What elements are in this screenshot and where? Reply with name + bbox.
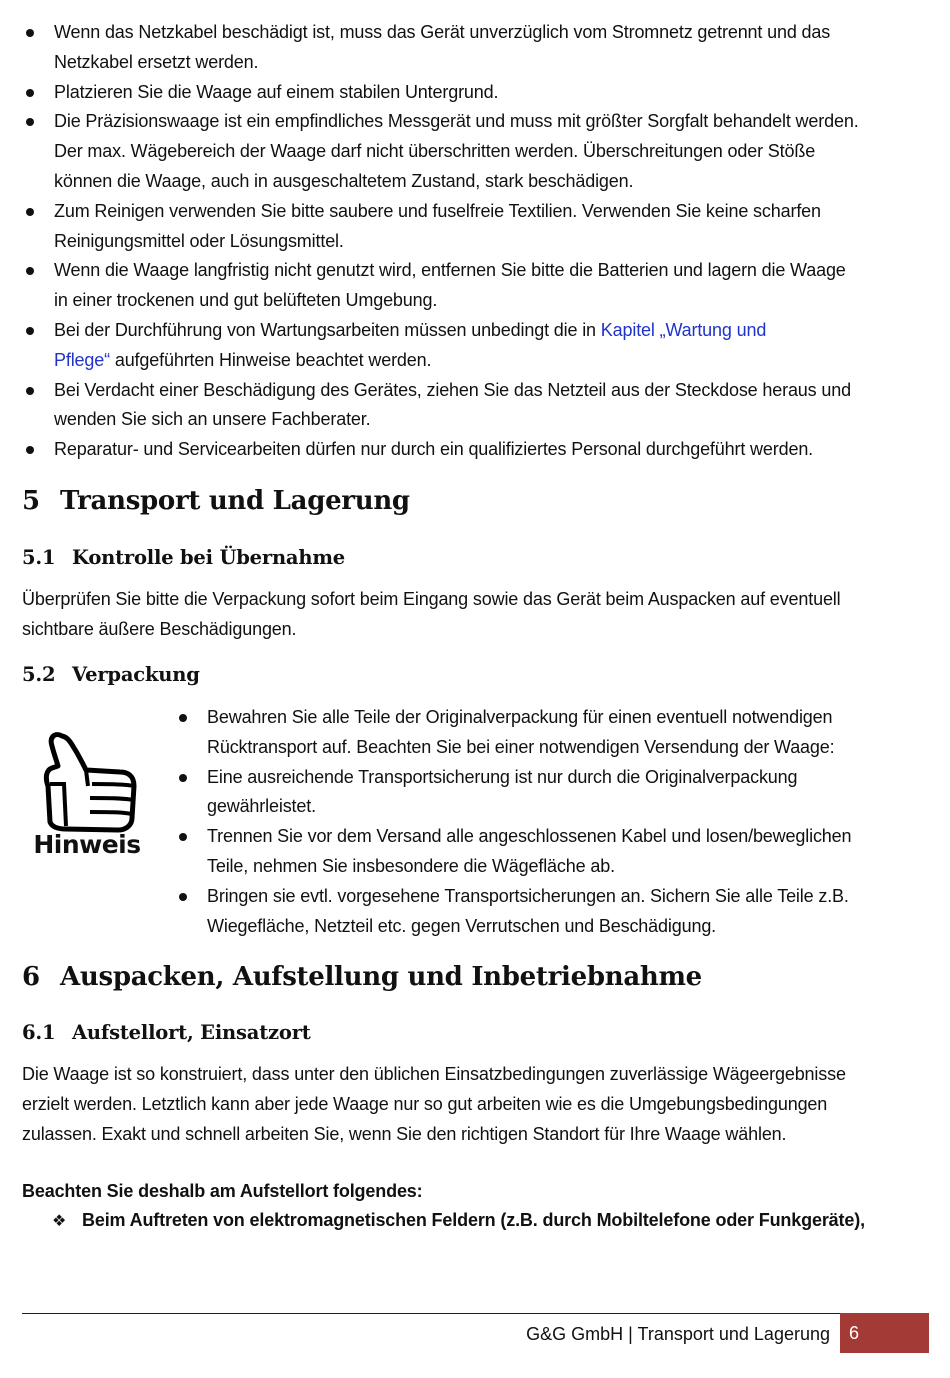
subsection-heading-5-2: 5.2 Verpackung — [22, 663, 200, 686]
list-item: Platzieren Sie die Waage auf einem stabilen Untergrund. — [22, 78, 927, 108]
bullet-icon — [26, 29, 34, 37]
bullet-icon — [179, 774, 187, 782]
chapter-link[interactable]: Kapitel „Wartung und Pflege“ — [54, 319, 767, 370]
safety-bullet-list — [22, 18, 927, 465]
footer-divider — [22, 1313, 840, 1314]
bullet-icon — [26, 267, 34, 275]
list-item: Bei Verdacht einer Beschädigung des Gerätes, ziehen Sie das Netzteil aus der Steckdose heraus und wenden Sie sich an unsere Fachberater. — [22, 376, 927, 436]
section-heading-6: 6 Auspacken, Aufstellung und Inbetriebnahme — [22, 962, 702, 992]
paragraph-aufstellort: Die Waage ist so konstruiert, dass unter den üblichen Einsatzbedingungen zuverlässige Wägeergebnisse erzielt werden. Letztlich kann aber jede Waage nur so gut arbeiten wie es die Umgebungsbedingungen zulassen. Exakt und schnell arbeiten Sie, wenn Sie den richtigen Standort für Ihre Waage wählen. — [22, 1064, 846, 1144]
footer-text: G&G GmbH | Transport und Lagerung — [526, 1324, 830, 1344]
bold-heading-aufstellort: Beachten Sie deshalb am Aufstellort folgendes: — [22, 1181, 423, 1201]
list-item: Bei der Durchführung von Wartungsarbeiten müssen unbedingt die in Kapitel „Wartung und Pflege“ aufgeführten Hinweise beachtet werden. — [22, 316, 927, 376]
bullet-icon — [26, 327, 34, 335]
list-item: Reparatur- und Servicearbeiten dürfen nur durch ein qualifiziertes Personal durchgeführt werden. — [22, 435, 927, 465]
thumbs-up-icon — [22, 726, 152, 836]
packaging-bullet-list — [175, 703, 915, 941]
list-item: Zum Reinigen verwenden Sie bitte saubere und fuselfreie Textilien. Verwenden Sie keine scharfen Reinigungsmittel oder Lösungsmittel. — [22, 197, 927, 257]
list-item: Bewahren Sie alle Teile der Originalverpackung für einen eventuell notwendigen Rücktransport auf. Beachten Sie bei einer notwendigen Versendung der Waage: — [175, 703, 915, 763]
diamond-bullet-icon: ❖ — [52, 1213, 67, 1230]
bullet-icon — [26, 208, 34, 216]
diamond-list-item: ❖ Beim Auftreten von elektromagnetischen Feldern (z.B. durch Mobiltelefone oder Funkgeräte), — [52, 1206, 932, 1237]
paragraph-kontrolle: Überprüfen Sie bitte die Verpackung sofort beim Eingang sowie das Gerät beim Auspacken auf eventuell sichtbare äußere Beschädigungen. — [22, 589, 841, 639]
hinweis-label: Hinweis — [33, 830, 141, 859]
hinweis-thumbs-up-icon — [22, 726, 152, 866]
list-item: Eine ausreichende Transportsicherung ist nur durch die Originalverpackung gewährleistet. — [175, 763, 915, 823]
subsection-heading-5-1: 5.1 Kontrolle bei Übernahme — [22, 546, 345, 569]
bullet-icon — [179, 893, 187, 901]
bullet-icon — [26, 89, 34, 97]
bullet-icon — [26, 118, 34, 126]
page-number-badge: 6 — [840, 1313, 929, 1353]
list-item: Trennen Sie vor dem Versand alle angeschlossenen Kabel und losen/beweglichen Teile, nehmen Sie insbesondere die Wägefläche ab. — [175, 822, 915, 882]
subsection-heading-6-1: 6.1 Aufstellort, Einsatzort — [22, 1021, 311, 1044]
list-item: Bringen sie evtl. vorgesehene Transportsicherungen an. Sichern Sie alle Teile z.B. Wiegefläche, Netzteil etc. gegen Verrutschen und Beschädigung. — [175, 882, 915, 942]
list-item: Die Präzisionswaage ist ein empfindliches Messgerät und muss mit größter Sorgfalt behandelt werden. Der max. Wägebereich der Waage darf nicht überschritten werden. Überschreitungen oder Stöße können die Waage, auch in ausgeschaltetem Zustand, stark beschädigen. — [22, 107, 927, 196]
section-heading-5: 5 Transport und Lagerung — [22, 486, 410, 516]
bullet-icon — [179, 833, 187, 841]
list-item: Wenn das Netzkabel beschädigt ist, muss das Gerät unverzüglich vom Stromnetz getrennt und das Netzkabel ersetzt werden. — [22, 18, 927, 78]
bullet-icon — [26, 446, 34, 454]
bullet-icon — [26, 387, 34, 395]
list-item: Wenn die Waage langfristig nicht genutzt wird, entfernen Sie bitte die Batterien und lagern die Waage in einer trockenen und gut belüfteten Umgebung. — [22, 256, 927, 316]
bullet-icon — [179, 714, 187, 722]
